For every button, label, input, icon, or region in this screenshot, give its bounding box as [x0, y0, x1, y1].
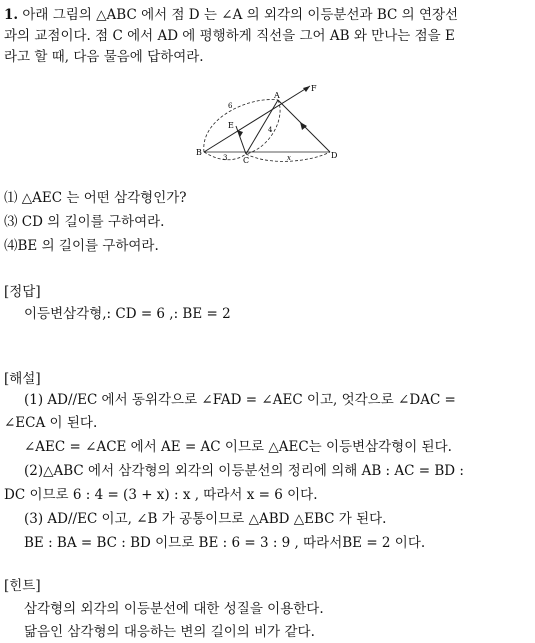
arrow-ad	[300, 122, 307, 130]
explanation-header: [해설]	[4, 371, 41, 387]
hint-line: 삼각형의 외각의 이등분선에 대한 성질을 이용한다.	[24, 601, 324, 617]
problem-number: 1.	[4, 7, 19, 23]
explanation-line: BE : BA = BC : BD 이므로 BE : 6 = 3 : 9 , 따라서BE = 2 이다.	[24, 535, 426, 551]
explanation-line: (3) AD//EC 이고, ∠B 가 공통이므로 △ABD △EBC 가 된다.	[24, 511, 387, 527]
explanation-line: ∠ECA 이 된다.	[4, 415, 98, 431]
arrow-f	[303, 86, 310, 92]
label-e: E	[228, 121, 234, 130]
line-bf	[204, 86, 310, 152]
explanation-line: DC 이므로 6 : 4 = (3 + x) : x , 따라서 x = 6 이다.	[4, 487, 318, 503]
explanation-line: (1) AD//EC 에서 동위각으로 ∠FAD = ∠AEC 이고, 엇각으로 ∠DAC =	[24, 392, 456, 408]
length-ab: 6	[228, 102, 233, 110]
arrow-ec	[237, 130, 243, 137]
question-4: ⑷BE 의 길이를 구하여라.	[4, 238, 159, 254]
question-3: ⑶ CD 의 길이를 구하여라.	[4, 214, 165, 230]
hint-line: 닮음인 삼각형의 대응하는 변의 길이의 비가 같다.	[24, 624, 315, 640]
label-b: B	[196, 148, 202, 157]
label-d: D	[331, 151, 338, 160]
label-c: C	[243, 156, 250, 165]
answer-header: [정답]	[4, 284, 41, 300]
problem-line-3: 라고 할 때, 다음 물음에 답하여라.	[4, 49, 204, 65]
problem-text-1: 아래 그림의 △ABC 에서 점 D 는 ∠A 의 외각의 이등분선과 BC 의 연장선	[22, 7, 459, 23]
hint-header: [힌트]	[4, 578, 41, 594]
arc-ab	[204, 100, 278, 152]
length-bc: 3	[223, 154, 228, 162]
label-f: F	[311, 84, 317, 93]
geometry-figure	[190, 78, 350, 168]
label-a: A	[274, 91, 280, 100]
problem-line-1	[4, 6, 458, 24]
length-ac: 4	[268, 126, 273, 134]
question-1: ⑴ △AEC 는 어떤 삼각형인가?	[4, 190, 187, 206]
explanation-line: ∠AEC = ∠ACE 에서 AE = AC 이므로 △AEC는 이등변삼각형이 된다.	[24, 439, 452, 455]
length-cd: x	[287, 154, 291, 162]
explanation-line: (2)△ABC 에서 삼각형의 외각의 이등분선의 정리에 의해 AB : AC = BD :	[24, 463, 464, 479]
problem-line-2: 과의 교점이다. 점 C 에서 AD 에 평행하게 직선을 그어 AB 와 만나는 점을 E	[4, 28, 455, 44]
answer-text: 이등변삼각형,: CD = 6 ,: BE = 2	[24, 306, 231, 322]
